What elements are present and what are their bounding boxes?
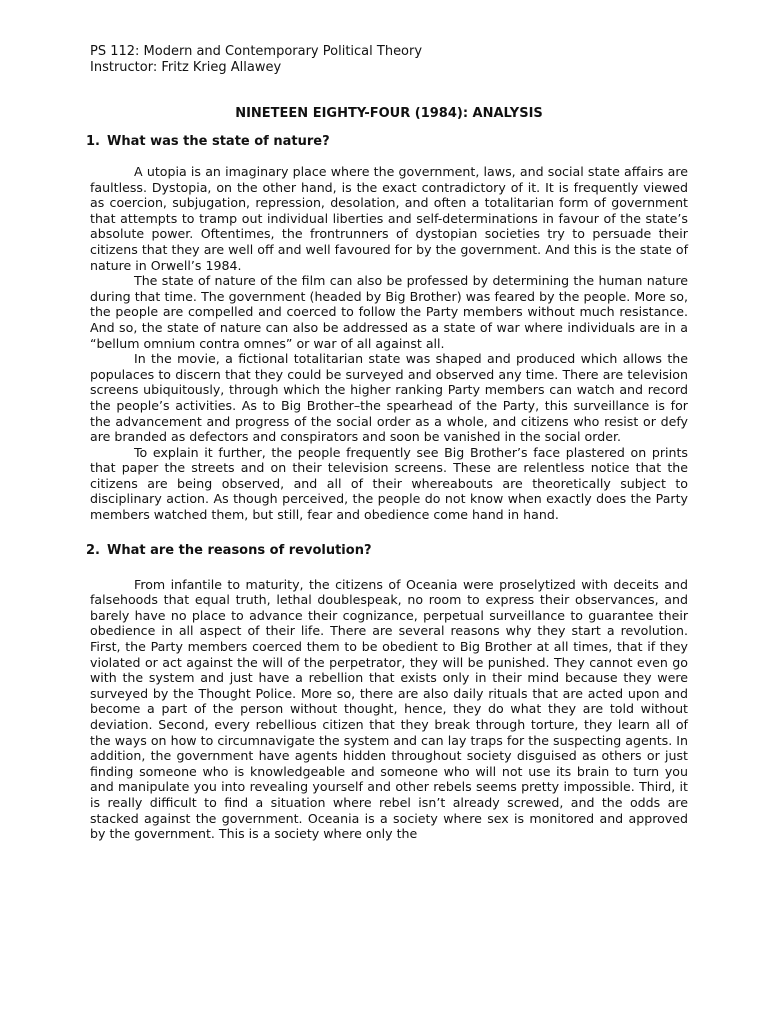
paragraph: The state of nature of the film can also be professed by determining the human nature during that time. The government (headed by Big Brother) was feared by the people. More so, the people are compelled and coerced to follow the Party members without much resistance. And so, the state of nature can also be addressed as a state of war where individuals are in a “bellum omnium contra omnes” or war of all against all.: [90, 273, 688, 351]
course-name: PS 112: Modern and Contemporary Political Theory: [90, 44, 423, 59]
paragraph: In the movie, a fictional totalitarian state was shaped and produced which allows the populaces to discern that they could be surveyed and observed any time. There are television screens ubiquitously, through which the higher ranking Party members can watch and record the people’s activities. As to Big Brother–the spearhead of the Party, this surveillance is for the advancement and progress of the social order as a whole, and citizens who resist or defy are branded as defectors and conspirators and soon be vanished in the social order.: [90, 351, 688, 445]
section-2-question: [86, 543, 688, 559]
section-2: [86, 542, 688, 842]
instructor-name: Instructor: Fritz Krieg Allawey: [90, 60, 282, 75]
section-2-number: 2.: [86, 542, 100, 558]
section-2-question-text: What are the reasons of revolution?: [107, 542, 372, 558]
paragraph: To explain it further, the people frequently see Big Brother’s face plastered on prints that paper the streets and on their television screens. These are relentless notice that the citizens are being observed, and all of their whereabouts are theoretically subject to disciplinary action. As though perceived, the people do not know when exactly does the Party members watched them, but still, fear and obedience come hand in hand.: [90, 444, 688, 523]
section-1-question-text: What was the state of nature?: [107, 134, 330, 149]
paragraph: A utopia is an imaginary place where the government, laws, and social state affairs are faultless. Dystopia, on the other hand, is the exact contradictory of it. It is frequently viewed as coercion, subjugation, repression, desolation, and often a totalitarian form of government that attempts to tramp out individual liberties and self-determinations in favour of the state’s absolute power. Oftentimes, the frontrunners of dystopian societies try to persuade their citizens that they are well off and well favoured for by the government. And this is the state of nature in Orwell’s 1984.: [90, 164, 688, 273]
document-title: NINETEEN EIGHTY-FOUR (1984): ANALYSIS: [235, 106, 543, 121]
section-1: [86, 134, 688, 523]
section-1-number: 1.: [86, 134, 100, 149]
section-1-question: [86, 134, 688, 150]
paragraph: From infantile to maturity, the citizens of Oceania were proselytized with deceits and falsehoods that equal truth, lethal doublespeak, no room to express their observances, and barely have no place to advance their cognizance, perpetual surveillance to guarantee their obedience in all aspect of their life. There are several reasons why they start a revolution. First, the Party members coerced them to be obedient to Big Brother at all times, that if they violated or act against the will of the perpetrator, they will be punished. They cannot even go with the system and just have a rebellion that exists only in their mind because they were surveyed by the Thought Police. More so, there are also daily rituals that are acted upon and become a part of the person without thought, hence, they do what they are told without deviation. Second, every rebellious citizen that they break through torture, they learn all of the ways on how to circumnavigate the system and can lay traps for the suspecting agents. In addition, the government have agents hidden throughout society disguised as others or just finding someone who is knowledgeable and someone who will not use its brain to turn you and manipulate you into revealing yourself and other rebels seems pretty impossible. Third, it is really difficult to find a situation where rebel isn’t already screwed, and the odds are stacked against the government. Oceania is a society where sex is monitored and approved by the government. This is a society where only the: [90, 576, 688, 842]
